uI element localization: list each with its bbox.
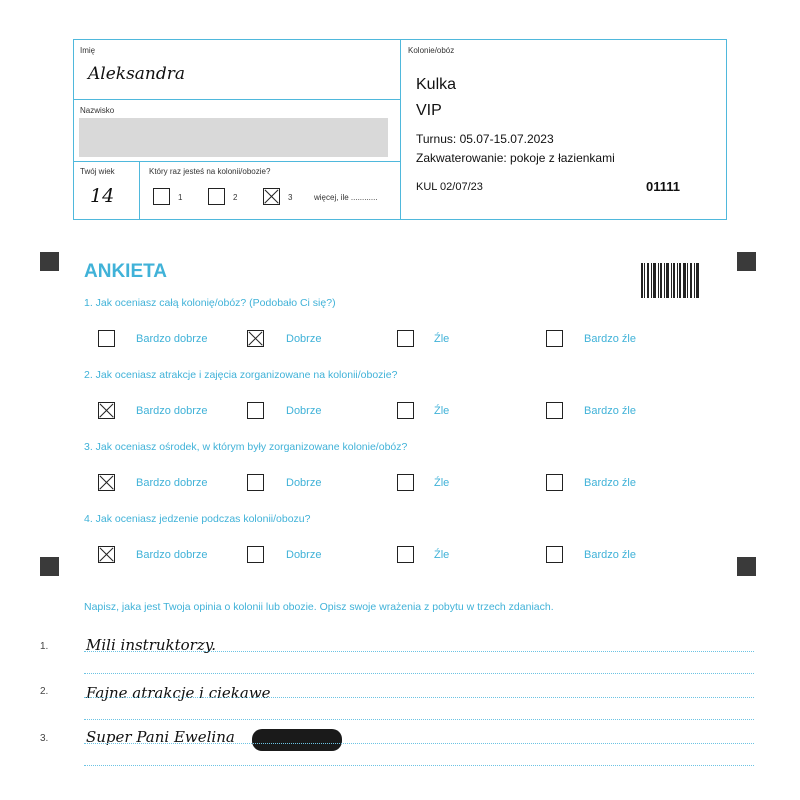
q4-dobrze-checkbox[interactable] xyxy=(247,546,264,563)
q2-option-label: Bardzo dobrze xyxy=(136,405,208,417)
q1-dobrze-checkbox[interactable] xyxy=(247,330,264,347)
survey-title: ANKIETA xyxy=(84,261,168,282)
q3-option-label: Dobrze xyxy=(286,477,322,489)
registration-mark-top-right xyxy=(737,252,756,271)
question-1: 1. Jak oceniasz całą kolonię/obóz? (Podobało Ci się?) xyxy=(84,297,336,309)
divider-surname xyxy=(73,161,401,162)
writing-line-2b xyxy=(84,719,754,720)
q3-bardzo-dobrze-checkbox[interactable] xyxy=(98,474,115,491)
opinion-line-2[interactable]: Fajne atrakcje i ciekawe xyxy=(86,684,271,702)
q1-bardzo-dobrze-checkbox[interactable] xyxy=(98,330,115,347)
opinion-line-3[interactable]: Super Pani Ewelina xyxy=(86,728,235,746)
times-checkbox-2[interactable] xyxy=(208,188,225,205)
surname-redaction xyxy=(79,118,388,157)
writing-line-1b xyxy=(84,673,754,674)
q4-option-label: Dobrze xyxy=(286,549,322,561)
registration-mark-bottom-right xyxy=(737,557,756,576)
question-2: 2. Jak oceniasz atrakcje i zajęcia zorganizowane na kolonii/obozie? xyxy=(84,369,398,381)
q3-option-label: Bardzo dobrze xyxy=(136,477,208,489)
q1-option-label: Źle xyxy=(434,333,450,345)
q4-option-label: Bardzo dobrze xyxy=(136,549,208,561)
q3-dobrze-checkbox[interactable] xyxy=(247,474,264,491)
form-number: 01111 xyxy=(646,179,680,194)
q4-bardzo-dobrze-checkbox[interactable] xyxy=(98,546,115,563)
q4-zle-checkbox[interactable] xyxy=(397,546,414,563)
q2-bardzo-zle-checkbox[interactable] xyxy=(546,402,563,419)
line-number-3: 3. xyxy=(40,733,49,744)
writing-line-3b xyxy=(84,765,754,766)
age-value[interactable]: 14 xyxy=(90,185,115,207)
surname-label: Nazwisko xyxy=(80,106,115,115)
divider-name xyxy=(73,99,401,100)
writing-line-2 xyxy=(84,697,754,698)
divider-age xyxy=(139,161,140,220)
q2-option-label: Dobrze xyxy=(286,405,322,417)
q2-option-label: Źle xyxy=(434,405,450,417)
accommodation: Zakwaterowanie: pokoje z łazienkami xyxy=(416,151,615,165)
age-label: Twój wiek xyxy=(80,167,115,176)
opinion-line-1[interactable]: Mili instruktorzy. xyxy=(86,636,217,654)
q3-bardzo-zle-checkbox[interactable] xyxy=(546,474,563,491)
line-number-1: 1. xyxy=(40,641,49,652)
registration-mark-top-left xyxy=(40,252,59,271)
q1-zle-checkbox[interactable] xyxy=(397,330,414,347)
times-option-2: 2 xyxy=(233,193,238,202)
times-checkbox-3[interactable] xyxy=(263,188,280,205)
q1-option-label: Bardzo dobrze xyxy=(136,333,208,345)
question-4: 4. Jak oceniasz jedzenie podczas kolonii/obozu? xyxy=(84,513,311,525)
q3-zle-checkbox[interactable] xyxy=(397,474,414,491)
barcode-icon xyxy=(641,263,699,298)
opinion-prompt: Napisz, jaka jest Twoja opinia o kolonii lub obozie. Opisz swoje wrażenia z pobytu w trzech zdaniach. xyxy=(84,601,554,613)
q4-option-label: Źle xyxy=(434,549,450,561)
camp-label: Kolonie/obóz xyxy=(408,46,455,55)
camp-type: VIP xyxy=(416,102,442,119)
turnus: Turnus: 05.07-15.07.2023 xyxy=(416,132,554,146)
q3-option-label: Źle xyxy=(434,477,450,489)
q3-option-label: Bardzo źle xyxy=(584,477,636,489)
writing-line-3 xyxy=(84,743,754,744)
times-label: Który raz jesteś na kolonii/obozie? xyxy=(149,167,271,176)
q1-option-label: Bardzo źle xyxy=(584,333,636,345)
times-checkbox-1[interactable] xyxy=(153,188,170,205)
camp-code: KUL 02/07/23 xyxy=(416,181,483,193)
times-option-3: 3 xyxy=(288,193,293,202)
q1-bardzo-zle-checkbox[interactable] xyxy=(546,330,563,347)
q4-bardzo-zle-checkbox[interactable] xyxy=(546,546,563,563)
q1-option-label: Dobrze xyxy=(286,333,322,345)
opinion-scribble-redaction xyxy=(252,729,342,751)
writing-line-1 xyxy=(84,651,754,652)
line-number-2: 2. xyxy=(40,686,49,697)
q2-dobrze-checkbox[interactable] xyxy=(247,402,264,419)
q2-bardzo-dobrze-checkbox[interactable] xyxy=(98,402,115,419)
q4-option-label: Bardzo źle xyxy=(584,549,636,561)
first-name-value[interactable]: Aleksandra xyxy=(88,64,186,84)
q2-option-label: Bardzo źle xyxy=(584,405,636,417)
registration-mark-bottom-left xyxy=(40,557,59,576)
q2-zle-checkbox[interactable] xyxy=(397,402,414,419)
first-name-label: Imię xyxy=(80,46,96,55)
question-3: 3. Jak oceniasz ośrodek, w którym były zorganizowane kolonie/obóz? xyxy=(84,441,408,453)
header-divider xyxy=(400,39,401,220)
times-more-label: więcej, ile ............ xyxy=(314,193,378,202)
times-option-1: 1 xyxy=(178,193,183,202)
camp-name: Kulka xyxy=(416,76,457,93)
